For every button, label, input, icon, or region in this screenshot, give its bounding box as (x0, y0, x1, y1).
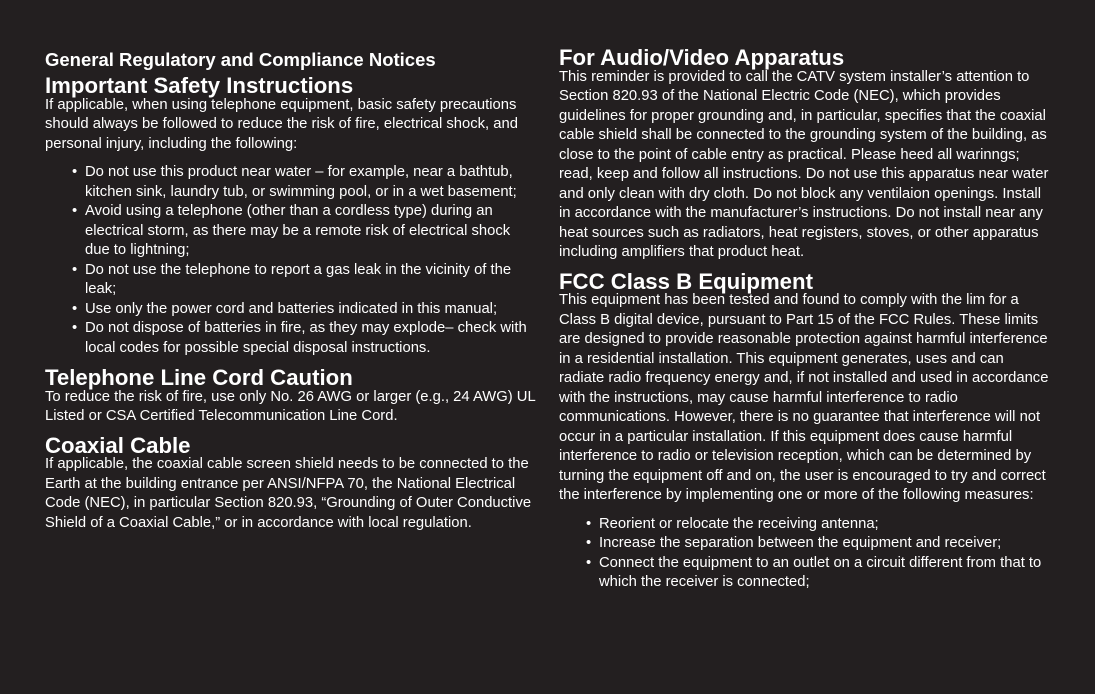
audio-video-section (559, 45, 1053, 263)
coaxial-cable-text: If applicable, the coaxial cable screen shield needs to be connected to the Earth at the building entrance per ANSI/NFPA 70, the National Electrical Code (NEC), in particular Section 820.93, “Grounding of Outer Conductive Shield of a Coaxial Cable,” or in accordance with local regulation. (45, 456, 532, 531)
list-item: • Increase the separation between the equipment and receiver; (599, 534, 1053, 554)
line-cord-heading: Telephone Line Cord Caution (45, 365, 353, 390)
left-column (45, 48, 537, 533)
safety-instructions-heading: Important Safety Instructions (45, 73, 354, 98)
safety-instructions-list (45, 163, 537, 358)
list-item: • Do not dispose of batteries in fire, as they may explode– check with local codes for possible special disposal instructions. (85, 319, 537, 358)
line-cord-section (45, 365, 537, 427)
page-title: General Regulatory and Compliance Notices (45, 49, 436, 70)
coaxial-cable-section (45, 432, 537, 534)
list-item: • Do not use this product near water – for example, near a bathtub, kitchen sink, laundry tub, or swimming pool, or in a wet basement; (85, 163, 537, 202)
audio-video-text: This reminder is provided to call the CATV system installer’s attention to Section 820.93 of the National Electric Code (NEC), which provides guidelines for proper grounding and, in particular, specifies that the coaxial cable shield shall be connected to the grounding system of the building, as close to the point of cable entry as practical. Please heed all warinngs; read, keep and follow all instructions. Do not use this apparatus near water and only clean with dry cloth. Do not block any ventilaion openings. Install in accordance with the manufacturer’s instructions. Do not install near any heat sources such as radiators, heat registers, stoves, or other apparatus including amplifiers that product heat. (559, 68, 1049, 260)
fcc-measures-list (559, 515, 1053, 593)
fcc-text: This equipment has been tested and found to comply with the lim for a Class B digital device, pursuant to Part 15 of the FCC Rules. These limits are designed to provide reasonable protection against harmful interference in a residential installation. This equipment generates, uses and can radiate radio frequency energy and, if not installed and used in accordance with the instructions, may cause harmful interference to radio communications. However, there is no guarantee that interference will not occur in a particular installation. If this equipment does cause harmful interference to radio or television reception, which can be determined by turning the equipment off and on, the user is encouraged to try and correct the interference by implementing one or more of the following measures: (559, 292, 1049, 503)
list-item: • Avoid using a telephone (other than a cordless type) during an electrical storm, as there may be a remote risk of electrical shock due to lightning; (85, 202, 537, 261)
coaxial-cable-heading: Coaxial Cable (45, 432, 191, 458)
fcc-section (559, 268, 1053, 593)
safety-instructions-section (45, 73, 537, 358)
safety-instructions-intro: If applicable, when using telephone equipment, basic safety precautions should always be followed to reduce the risk of fire, electrical shock, and personal injury, including the following: (45, 96, 518, 152)
right-column (559, 45, 1053, 593)
audio-video-heading: For Audio/Video Apparatus (559, 45, 845, 70)
list-item: • Do not use the telephone to report a gas leak in the vicinity of the leak; (85, 261, 537, 300)
list-item: • Reorient or relocate the receiving antenna; (599, 515, 1053, 535)
fcc-heading: FCC Class B Equipment (559, 268, 813, 294)
line-cord-text: To reduce the risk of fire, use only No. 26 AWG or larger (e.g., 24 AWG) UL Listed or CSA Certified Telecommunication Line Cord. (45, 388, 536, 424)
list-item: • Use only the power cord and batteries indicated in this manual; (85, 300, 537, 320)
list-item: • Connect the equipment to an outlet on a circuit different from that to which the receiver is connected; (599, 554, 1053, 593)
